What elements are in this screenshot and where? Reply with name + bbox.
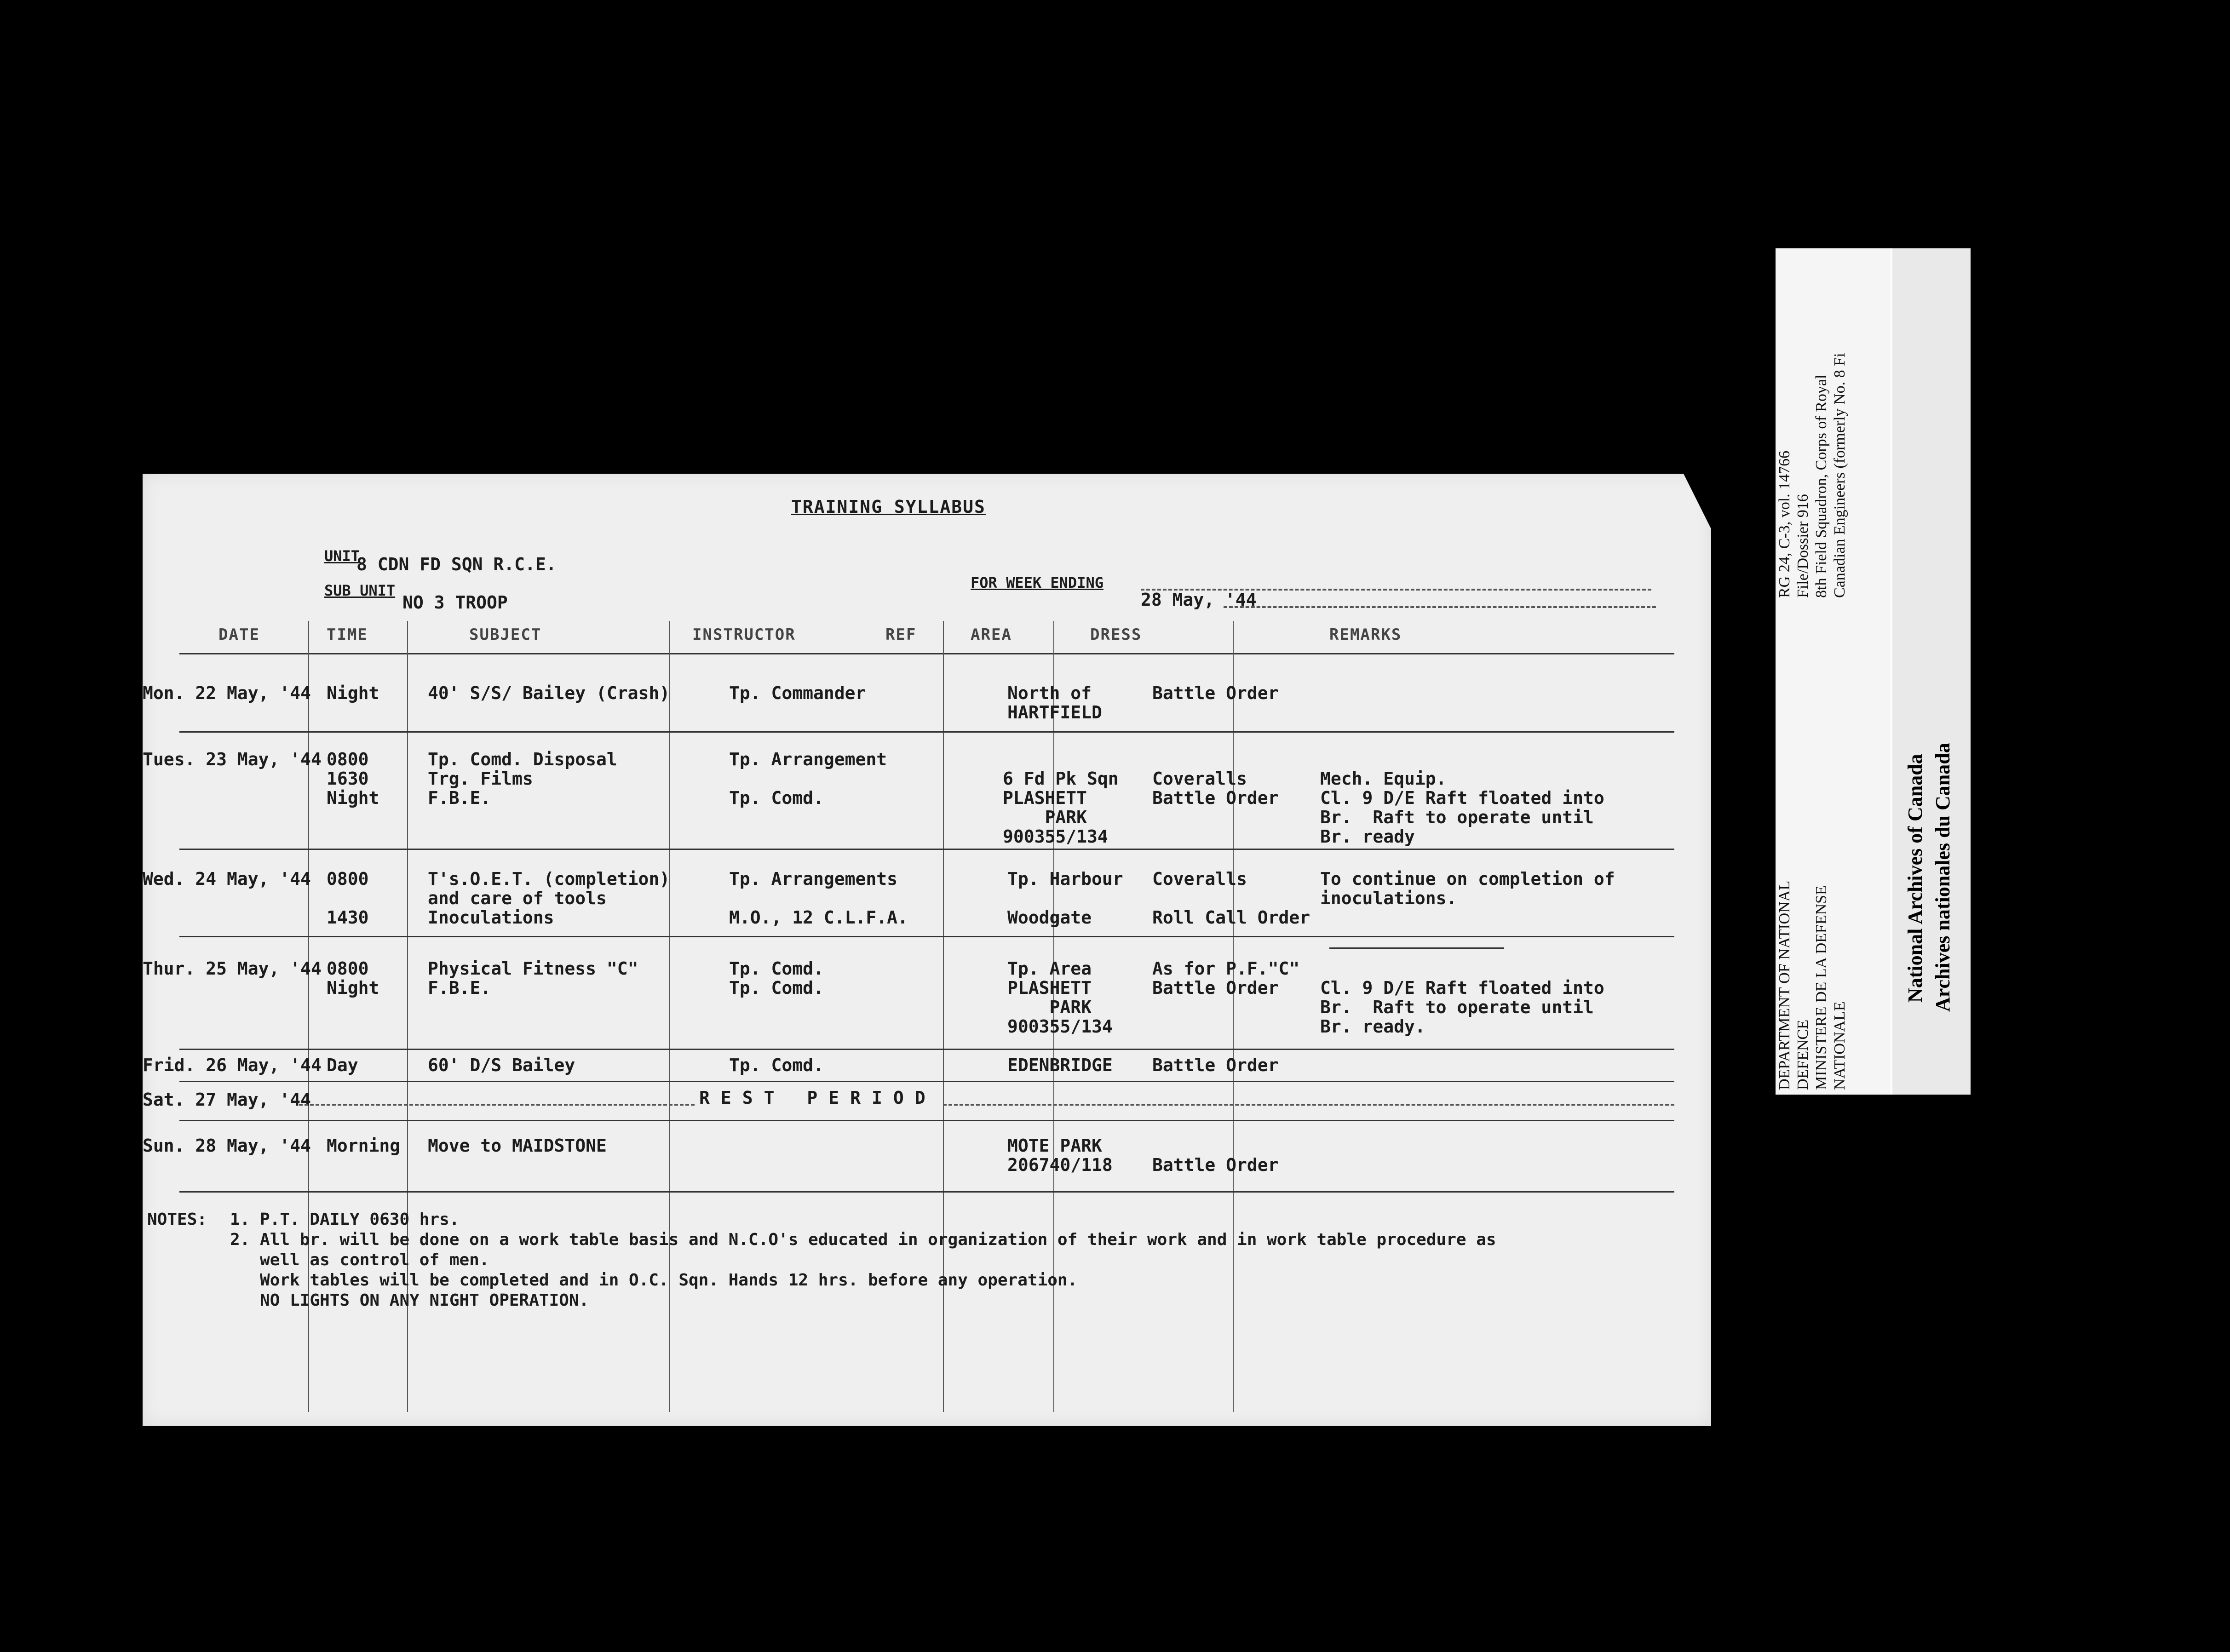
document-title: TRAINING SYLLABUS (791, 497, 986, 517)
row-wed-time: 0800 1430 (327, 869, 369, 928)
row-sat-date: Sat. 27 May, '44 (143, 1090, 311, 1110)
torn-corner (1684, 474, 1711, 529)
rest-dash-right (943, 1104, 1674, 1106)
week-ending-value: 28 May, '44 (1141, 590, 1257, 610)
row-wed-date: Wed. 24 May, '44 (143, 869, 311, 889)
rest-period-label: REST PERIOD (695, 1088, 941, 1108)
header-instructor: INSTRUCTOR (692, 625, 796, 644)
header-ref: REF (885, 625, 917, 644)
row-fri-area: EDENBRIDGE (1007, 1055, 1113, 1075)
week-ending-rule-2 (1224, 606, 1656, 608)
row-fri-subject: 60' D/S Bailey (428, 1055, 575, 1075)
unit-value: 8 CDN FD SQN R.C.E. (356, 554, 557, 574)
header-subject: SUBJECT (469, 625, 542, 644)
row-sun-date: Sun. 28 May, '44 (143, 1136, 311, 1156)
row-thu-dress: As for P.F."C" Battle Order (1152, 958, 1300, 998)
row-fri-dress: Battle Order (1152, 1055, 1279, 1075)
row-tue-date: Tues. 23 May, '44 (143, 749, 322, 769)
row-tue-remarks: Mech. Equip. Cl. 9 D/E Raft floated into Br. Raft to operate until Br. ready (1320, 769, 1604, 847)
row-thu-time: 0800 Night (327, 958, 379, 998)
row-thu-date: Thur. 25 May, '44 (143, 958, 322, 979)
unit-label: UNIT (324, 547, 360, 565)
row-mon-subject: 40' S/S/ Bailey (Crash) (428, 683, 670, 703)
row-tue-subject: Tp. Comd. Disposal Trg. Films F.B.E. (428, 749, 617, 808)
row-rule (179, 1191, 1674, 1193)
row-wed-dress: Coveralls Roll Call Order (1152, 869, 1310, 928)
header-date: DATE (218, 625, 260, 644)
row-sun-dress: Battle Order (1152, 1155, 1279, 1175)
row-sun-subject: Move to MAIDSTONE (428, 1136, 607, 1156)
header-dress: DRESS (1090, 625, 1142, 644)
row-mon-instructor: Tp. Commander (729, 683, 866, 703)
row-thu-area: Tp. Area PLASHETT PARK 900355/134 (1007, 958, 1113, 1037)
row-rule (179, 1081, 1674, 1082)
notes-label: NOTES: (147, 1210, 207, 1229)
document-sheet (143, 474, 1711, 1426)
archive-tab (1891, 248, 1971, 1095)
row-mon-date: Mon. 22 May, '44 (143, 683, 311, 703)
row-wed-instructor: Tp. Arrangements M.O., 12 C.L.F.A. (729, 869, 908, 928)
row-fri-instructor: Tp. Comd. (729, 1055, 824, 1075)
row-mon-time: Night (327, 683, 379, 703)
row-wed-subject: T's.O.E.T. (completion) and care of tools Inoculations (428, 869, 670, 928)
archive-department-text: DEPARTMENT OF NATIONAL DEFENCE MINISTERE DE LA DEFENSE NATIONALE (1776, 880, 1848, 1090)
row-mon-area: North of HARTFIELD (1007, 683, 1102, 723)
row-wed-area: Tp. Harbour Woodgate (1007, 869, 1123, 928)
week-ending-label: FOR WEEK ENDING (971, 574, 1104, 591)
row-sun-area: MOTE PARK 206740/118 (1007, 1136, 1113, 1175)
row-thu-instructor: Tp. Comd. Tp. Comd. (729, 958, 824, 998)
row-fri-time: Day (327, 1055, 358, 1075)
remarks-short-rule (1329, 947, 1504, 949)
sub-unit-label: SUB UNIT (324, 582, 396, 599)
row-rule (179, 849, 1674, 850)
header-remarks: REMARKS (1329, 625, 1402, 644)
row-rule (179, 731, 1674, 733)
row-rule (179, 1049, 1674, 1050)
header-area: AREA (971, 625, 1012, 644)
row-sun-time: Morning (327, 1136, 401, 1156)
header-time: TIME (327, 625, 368, 644)
row-thu-subject: Physical Fitness "C" F.B.E. (428, 958, 638, 998)
sub-unit-value: NO 3 TROOP (402, 592, 508, 613)
header-rule (179, 653, 1674, 654)
archive-tab-fr: Archives nationales du Canada (1931, 743, 1954, 1012)
row-thu-remarks: Cl. 9 D/E Raft floated into Br. Raft to operate until Br. ready. (1320, 978, 1604, 1037)
row-wed-remarks: To continue on completion of inoculations. (1320, 869, 1615, 908)
row-tue-area: 6 Fd Pk Sqn PLASHETT PARK 900355/134 (1003, 769, 1119, 847)
notes-text: 1. P.T. DAILY 0630 hrs. 2. All br. will be done on a work table basis and N.C.O's educated in organization of their work and in work table procedure as well as control of men. Work tables will be completed and in O.C. Sqn. Hands 12 hrs. before any operation. NO LIGHTS ON ANY NIGHT OPERATION. (230, 1210, 1496, 1310)
row-fri-date: Frid. 26 May, '44 (143, 1055, 322, 1075)
archive-reference-text: RG 24, C-3, vol. 14766 File/Dossier 916 8th Field Squadron, Corps of Royal Canadian Engineers (formerly No. 8 Fi (1776, 353, 1848, 598)
row-tue-instructor: Tp. Arrangement Tp. Comd. (729, 749, 887, 808)
row-rule (179, 936, 1674, 937)
row-mon-dress: Battle Order (1152, 683, 1279, 703)
row-tue-time: 0800 1630 Night (327, 749, 379, 808)
archive-tab-en: National Archives of Canada (1904, 754, 1926, 1003)
row-rule (179, 1120, 1674, 1121)
row-tue-dress: Coveralls Battle Order (1152, 769, 1279, 808)
